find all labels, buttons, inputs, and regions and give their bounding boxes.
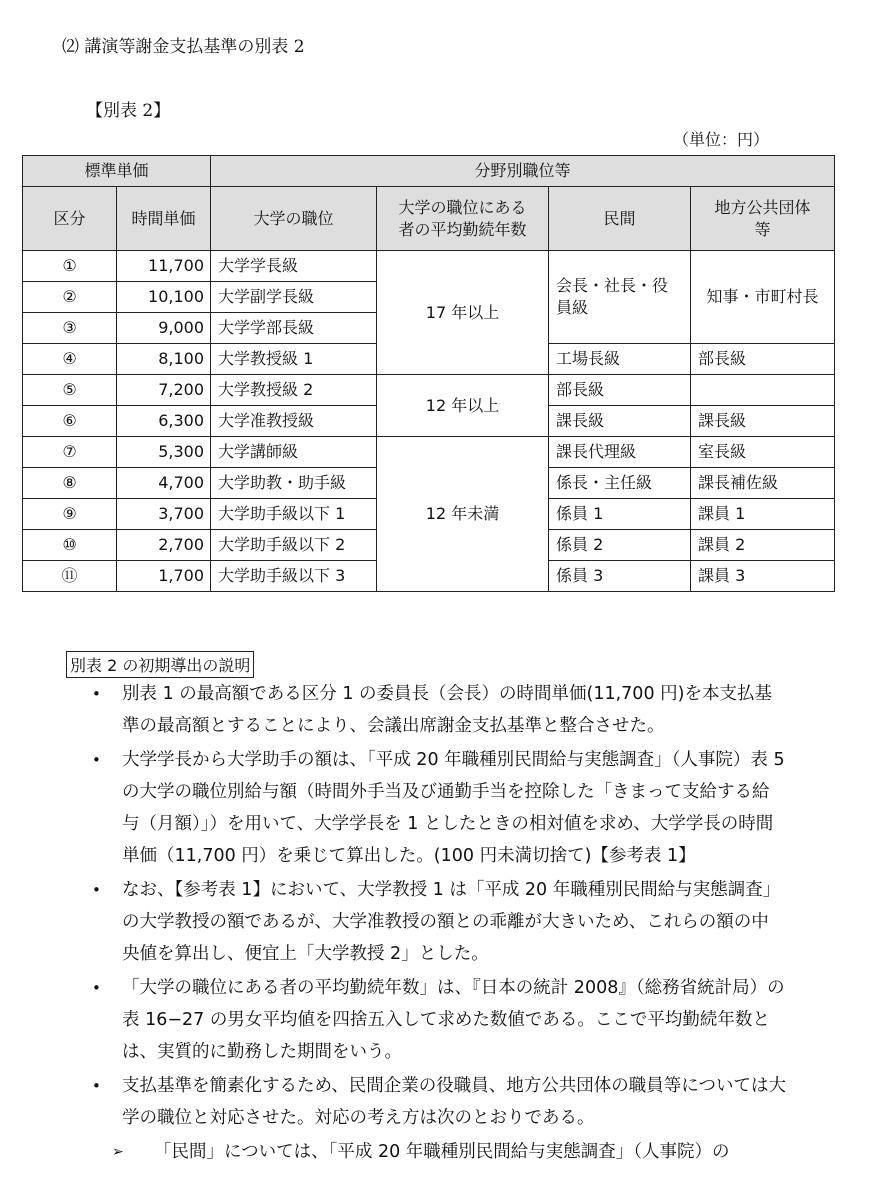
kubun-cell: ⑪ (23, 561, 117, 592)
list-item-text: 「大学の職位にある者の平均勤続年数」は、『日本の統計 2008』（総務省統計局）の表 16−27 の男女平均値を四捨五入して求めた数値である。ここで平均勤続年数とは、実質的に勤務した期間をいう。 (122, 978, 785, 1062)
group-header-positions: 分野別職位等 (211, 156, 835, 187)
table-row (23, 375, 835, 406)
private-position-cell: 課長代理級 (549, 437, 691, 468)
average-years-cell: 12 年未満 (377, 437, 549, 592)
hourly-rate-cell: 10,100 (117, 282, 211, 313)
university-position-cell: 大学副学長級 (211, 282, 377, 313)
university-position-cell: 大学学部長級 (211, 313, 377, 344)
list-item (86, 1070, 786, 1134)
col-header-private: 民間 (549, 187, 691, 251)
hourly-rate-cell: 2,700 (117, 530, 211, 561)
university-position-cell: 大学講師級 (211, 437, 377, 468)
fee-standard-table (22, 155, 835, 592)
private-position-cell: 係員 3 (549, 561, 691, 592)
kubun-cell: ③ (23, 313, 117, 344)
university-position-cell: 大学助手級以下 3 (211, 561, 377, 592)
table-row (23, 437, 835, 468)
sub-list-item-text: 「民間」については、「平成 20 年職種別民間給与実態調査」（人事院）の (154, 1142, 730, 1162)
local-gov-position-cell: 知事・市町村長 (691, 251, 835, 344)
kubun-cell: ② (23, 282, 117, 313)
private-position-cell: 会長・社長・役員級 (549, 251, 691, 344)
bullet-icon: • (92, 881, 101, 899)
private-position-cell: 工場長級 (549, 344, 691, 375)
local-gov-position-cell (691, 375, 835, 406)
bullet-icon: • (92, 751, 101, 769)
col-header-university-position: 大学の職位 (211, 187, 377, 251)
table-row (23, 251, 835, 282)
private-position-cell: 部長級 (549, 375, 691, 406)
local-gov-position-cell: 課員 2 (691, 530, 835, 561)
kubun-cell: ⑥ (23, 406, 117, 437)
list-item (86, 744, 786, 872)
list-item-text: 支払基準を簡素化するため、民間企業の役職員、地方公共団体の職員等については大学の職位と対応させた。対応の考え方は次のとおりである。 (122, 1076, 786, 1128)
hourly-rate-cell: 3,700 (117, 499, 211, 530)
local-gov-position-cell: 課員 1 (691, 499, 835, 530)
local-gov-position-cell: 課員 3 (691, 561, 835, 592)
hourly-rate-cell: 7,200 (117, 375, 211, 406)
list-item (86, 874, 786, 970)
sub-list-item (94, 1136, 786, 1168)
university-position-cell: 大学准教授級 (211, 406, 377, 437)
average-years-cell: 12 年以上 (377, 375, 549, 437)
private-position-cell: 係員 2 (549, 530, 691, 561)
bullet-icon: • (92, 1077, 101, 1095)
university-position-cell: 大学助手級以下 1 (211, 499, 377, 530)
kubun-cell: ⑨ (23, 499, 117, 530)
unit-note: （単位：円） (673, 130, 770, 149)
private-position-cell: 係員 1 (549, 499, 691, 530)
kubun-cell: ⑩ (23, 530, 117, 561)
explanation-title: 別表 2 の初期導出の説明 (66, 651, 254, 678)
bullet-icon: • (92, 685, 101, 703)
col-header-hourly-rate: 時間単価 (117, 187, 211, 251)
local-gov-position-cell: 室長級 (691, 437, 835, 468)
list-item-text: 大学学長から大学助手の額は、「平成 20 年職種別民間給与実態調査」（人事院）表 5 の大学の職位別給与額（時間外手当及び通勤手当を控除した「きまって支給する給与（月額）」）を用いて、大学学長を 1 としたときの相対値を求め、大学学長の時間単価（11,700 円）を乗じて算出した。(100 円未満切捨て)【参考表 1】 (122, 750, 785, 866)
explanation-list (86, 678, 786, 1170)
university-position-cell: 大学助手級以下 2 (211, 530, 377, 561)
list-item-text: なお、【参考表 1】において、大学教授 1 は「平成 20 年職種別民間給与実態調査」の大学教授の額であるが、大学准教授の額との乖離が大きいため、これらの額の中央値を算出し、便宜上「大学教授 2」とした。 (122, 880, 781, 964)
university-position-cell: 大学教授級 2 (211, 375, 377, 406)
university-position-cell: 大学学長級 (211, 251, 377, 282)
col-header-average-years: 大学の職位にある者の平均勤続年数 (377, 187, 549, 251)
kubun-cell: ① (23, 251, 117, 282)
hourly-rate-cell: 11,700 (117, 251, 211, 282)
kubun-cell: ⑧ (23, 468, 117, 499)
col-header-kubun: 区分 (23, 187, 117, 251)
list-item (86, 678, 786, 742)
group-header-standard-price: 標準単価 (23, 156, 211, 187)
hourly-rate-cell: 8,100 (117, 344, 211, 375)
kubun-cell: ⑤ (23, 375, 117, 406)
hourly-rate-cell: 4,700 (117, 468, 211, 499)
col-header-local-gov: 地方公共団体等 (691, 187, 835, 251)
private-position-cell: 課長級 (549, 406, 691, 437)
list-item-text: 別表 1 の最高額である区分 1 の委員長（会長）の時間単価(11,700 円)を本支払基準の最高額とすることにより、会議出席謝金支払基準と整合させた。 (122, 684, 772, 736)
hourly-rate-cell: 6,300 (117, 406, 211, 437)
local-gov-position-cell: 課長補佐級 (691, 468, 835, 499)
university-position-cell: 大学教授級 1 (211, 344, 377, 375)
bullet-icon: • (92, 979, 101, 997)
list-item (86, 972, 786, 1068)
local-gov-position-cell: 部長級 (691, 344, 835, 375)
table-label: 【別表 2】 (86, 101, 171, 121)
university-position-cell: 大学助教・助手級 (211, 468, 377, 499)
kubun-cell: ④ (23, 344, 117, 375)
kubun-cell: ⑦ (23, 437, 117, 468)
private-position-cell: 係長・主任級 (549, 468, 691, 499)
section-heading: ⑵ 講演等謝金支払基準の別表 2 (62, 37, 305, 57)
average-years-cell: 17 年以上 (377, 251, 549, 375)
arrow-bullet-icon: ➢ (112, 1144, 124, 1160)
local-gov-position-cell: 課長級 (691, 406, 835, 437)
hourly-rate-cell: 5,300 (117, 437, 211, 468)
hourly-rate-cell: 1,700 (117, 561, 211, 592)
hourly-rate-cell: 9,000 (117, 313, 211, 344)
